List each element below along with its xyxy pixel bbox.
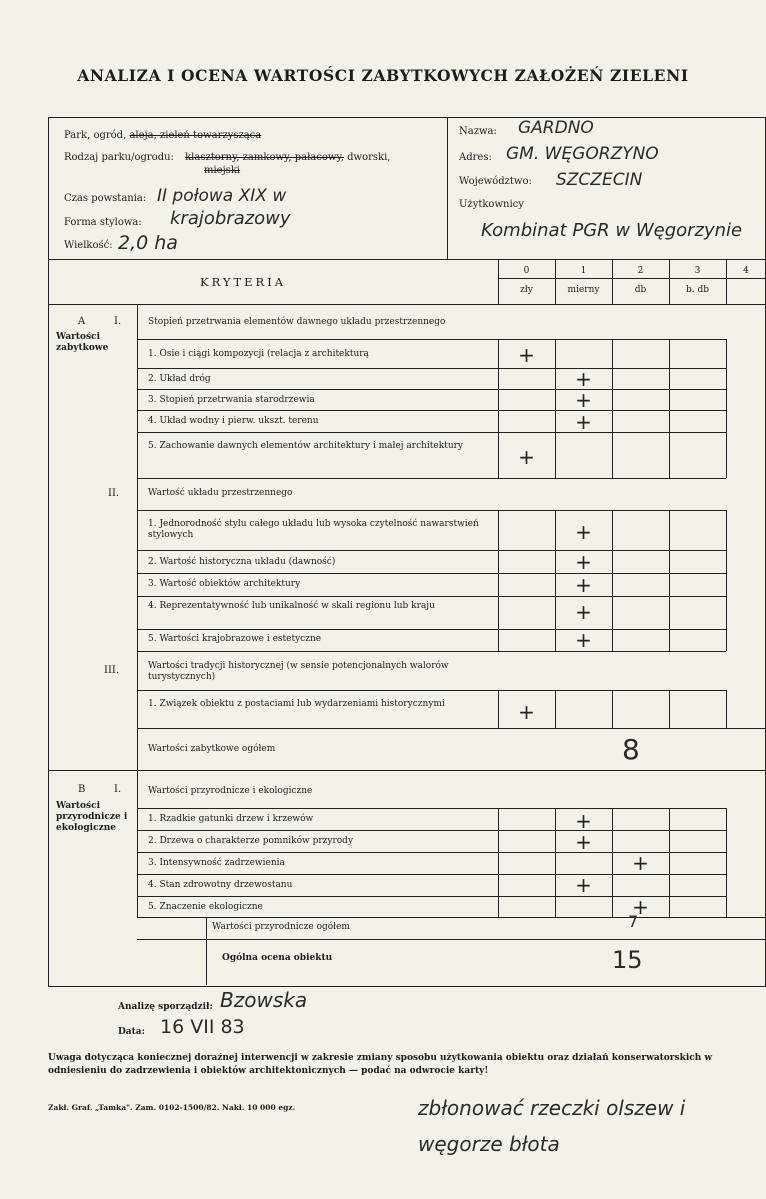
handwritten-note: zbłonować rzeczki olszew i węgorze błota xyxy=(418,1096,686,1156)
nazwa-label: Nazwa: xyxy=(459,126,497,137)
col-label-1: mierny xyxy=(567,285,600,295)
section-a-name: Wartości zabytkowe xyxy=(56,332,109,353)
mark-a2-1: + xyxy=(575,520,592,544)
section-b-item-5: 5. Znaczenie ekologiczne xyxy=(148,902,263,912)
mark-b-5: + xyxy=(632,895,649,919)
date-value: 16 VII 83 xyxy=(160,1016,245,1038)
section-b-title: Wartości przyrodnicze i ekologiczne xyxy=(148,786,313,796)
adres-value: GM. WĘGORZYNO xyxy=(506,144,659,164)
kryteria-header: KRYTERIA xyxy=(200,275,287,289)
sub2-item-5: 5. Wartości krajobrazowe i estetyczne xyxy=(148,634,322,644)
section-b-item-3: 3. Intensywność zadrzewienia xyxy=(148,858,285,868)
mark-b-1: + xyxy=(575,809,592,833)
col-num-2: 2 xyxy=(637,266,644,276)
mark-a3-1: + xyxy=(518,700,535,724)
forma-value: krajobrazowy xyxy=(170,208,291,229)
mark-b-3: + xyxy=(632,851,649,875)
mark-a2-2: + xyxy=(575,550,592,574)
czas-value: II połowa XIX w xyxy=(157,186,287,206)
analysis-label: Analizę sporządził: xyxy=(118,1002,213,1012)
section-a-total-label: Wartości zabytkowe ogółem xyxy=(148,744,276,754)
section-a-roman3: III. xyxy=(104,665,120,676)
forma-label: Forma stylowa: xyxy=(64,217,142,228)
mark-a1-1: + xyxy=(518,343,535,367)
mark-a2-5: + xyxy=(575,628,592,652)
mark-b-4: + xyxy=(575,873,592,897)
mark-a1-2: + xyxy=(575,367,592,391)
col-num-3: 3 xyxy=(694,266,701,276)
section-a-roman1: I. xyxy=(114,316,122,327)
section-b-name: Wartości przyrodnicze i ekologiczne xyxy=(56,801,128,833)
section-b-item-4: 4. Stan zdrowotny drzewostanu xyxy=(148,880,293,890)
uzytk-label: Użytkownicy xyxy=(459,199,524,210)
overall-label: Ogólna ocena obiektu xyxy=(222,953,333,963)
nazwa-value: GARDNO xyxy=(518,118,594,138)
park-line: Park, ogród, aleja, zieleń towarzysząca xyxy=(64,130,262,141)
page-title: ANALIZA I OCENA WARTOŚCI ZABYTKOWYCH ZAŁOŻEŃ ZIELENI xyxy=(77,66,689,85)
analysis-signature: Bzowska xyxy=(220,988,308,1012)
col-num-0: 0 xyxy=(523,266,530,276)
sub1-item-1: 1. Osie i ciągi kompozycji (relacja z architekturą xyxy=(148,349,369,359)
mark-a2-4: + xyxy=(575,600,592,624)
section-a-roman2: II. xyxy=(108,488,120,499)
printer-info: Zakł. Graf. „Tamka". Zam. 0102-1500/82. Nakł. 10 000 egz. xyxy=(48,1103,296,1112)
wielkosc-label: Wielkość: xyxy=(64,240,113,251)
mark-a1-5: + xyxy=(518,445,535,469)
mark-b-2: + xyxy=(575,830,592,854)
note-text: Uwaga dotycząca koniecznej doraźnej interwencji w zakresie zmiany sposobu użytkowania obiektu oraz działań konserwatorskich w odniesieniu do zadrzewienia i obiektów architektonicznych — podać na odwrocie karty! xyxy=(48,1053,713,1076)
sub1-item-5: 5. Zachowanie dawnych elementów architektury i małej architektury xyxy=(148,441,464,451)
sub2-item-3: 3. Wartość obiektów architektury xyxy=(148,579,301,589)
sub1-item-2: 2. Układ dróg xyxy=(148,374,211,384)
sub2-item-1: 1. Jednorodność stylu całego układu lub wysoka czytelność nawarstwień stylowych xyxy=(148,519,479,540)
mark-a1-3: + xyxy=(575,388,592,412)
section-b-item-2: 2. Drzewa o charakterze pomników przyrody xyxy=(148,836,354,846)
date-label: Data: xyxy=(118,1027,145,1037)
section-a-letter: A xyxy=(78,316,86,327)
sub2-title: Wartość układu przestrzennego xyxy=(148,488,293,498)
section-a-total-value: 8 xyxy=(622,733,640,766)
overall-value: 15 xyxy=(612,946,643,974)
section-b-roman: I. xyxy=(114,784,122,795)
czas-label: Czas powstania: xyxy=(64,193,147,204)
sub1-item-3: 3. Stopień przetrwania starodrzewia xyxy=(148,395,315,405)
adres-label: Adres: xyxy=(459,152,492,163)
section-b-total-value: 7 xyxy=(628,912,639,931)
rodzaj-line: Rodzaj parku/ogrodu: klasztorny, zamkowy, pałacowy, dworski, xyxy=(64,152,391,163)
woj-label: Województwo: xyxy=(459,176,532,187)
col-label-3: b. db xyxy=(685,285,709,295)
mark-a2-3: + xyxy=(575,573,592,597)
mark-a1-4: + xyxy=(575,410,592,434)
col-label-2: db xyxy=(634,285,647,295)
section-b-letter: B xyxy=(78,784,86,795)
sub3-item-1: 1. Związek obiektu z postaciami lub wydarzeniami historycznymi xyxy=(148,699,445,709)
section-b-item-1: 1. Rzadkie gatunki drzew i krzewów xyxy=(148,814,314,824)
section-b-total-label: Wartości przyrodnicze ogółem xyxy=(212,922,350,932)
wielkosc-value: 2,0 ha xyxy=(118,232,178,254)
col-num-1: 1 xyxy=(580,266,587,276)
col-label-0: zły xyxy=(520,285,533,295)
sub1-item-4: 4. Układ wodny i pierw. ukszt. terenu xyxy=(148,416,319,426)
sub3-title: Wartości tradycji historycznej (w sensie potencjonalnych walorów turystycznych) xyxy=(148,661,449,682)
header-divider xyxy=(447,117,448,259)
sub1-title: Stopień przetrwania elementów dawnego układu przestrzennego xyxy=(148,317,446,327)
col-num-4: 4 xyxy=(743,266,749,276)
uzytk-value: Kombinat PGR w Węgorzynie xyxy=(481,220,743,241)
sub2-item-2: 2. Wartość historyczna układu (dawność) xyxy=(148,557,336,567)
sub2-item-4: 4. Reprezentatywność lub unikalność w skali regionu lub kraju xyxy=(148,601,435,611)
rodzaj-miejski: miejski xyxy=(204,165,241,176)
woj-value: SZCZECIN xyxy=(556,170,643,190)
